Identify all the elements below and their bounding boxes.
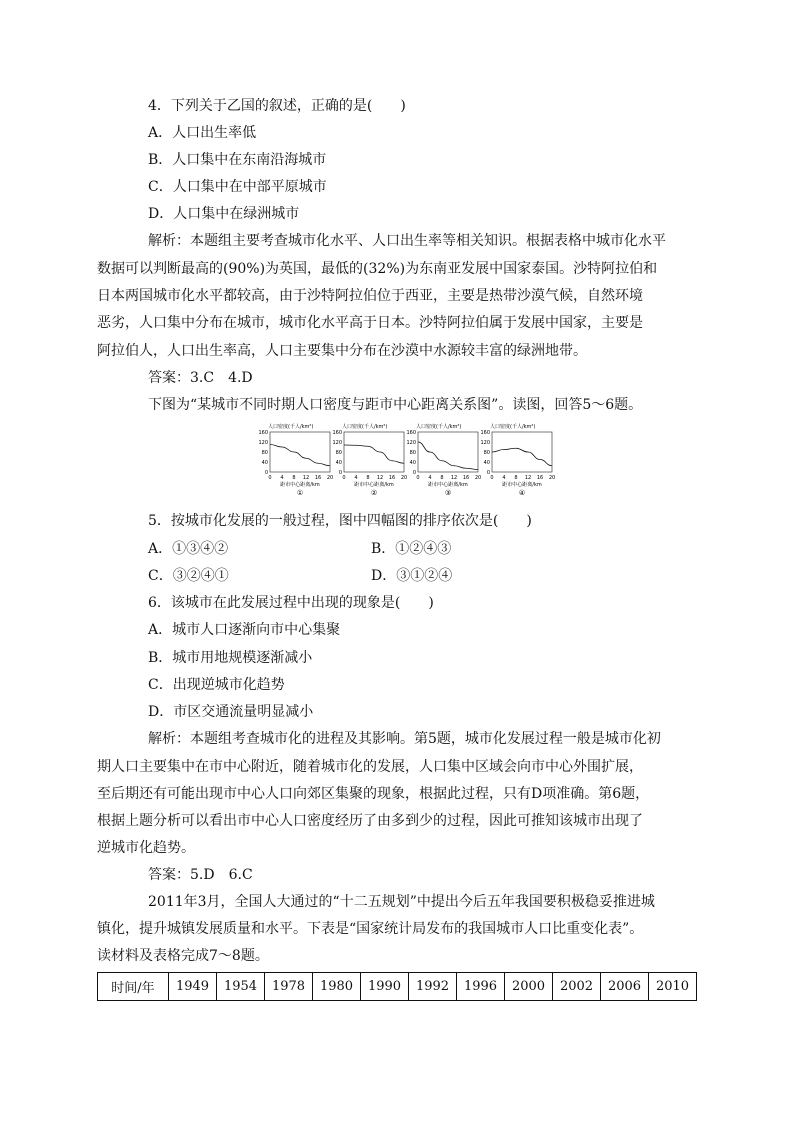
x-tick-label: 8 <box>366 475 370 481</box>
density-chart-2 <box>330 422 408 502</box>
y-tick-label: 80 <box>409 450 416 456</box>
x-tick-label: 20 <box>474 475 482 481</box>
y-tick-label: 0 <box>486 470 490 476</box>
q6-option-b: B．城市用地规模逐渐减小 <box>148 650 313 666</box>
intro-5-6: 下图为“某城市不同时期人口密度与距市中心距离关系图”。读图，回答5～6题。 <box>148 397 643 413</box>
panel-number: ③ <box>444 489 452 497</box>
q4-option-d: D．人口集中在绿洲城市 <box>148 206 300 222</box>
y-tick-label: 80 <box>261 450 268 456</box>
x-tick-label: 20 <box>400 475 408 481</box>
y-tick-label: 160 <box>258 430 268 436</box>
density-curve <box>492 448 552 466</box>
x-tick-label: 0 <box>416 475 420 481</box>
figure-group <box>256 422 556 502</box>
x-axis-title: 距市中心距离/km <box>280 482 320 488</box>
analysis2-line-3: 至后期还有可能出现市中心人口向郊区集聚的现象，根据此过程，只有D项准确。第6题， <box>97 786 650 802</box>
x-tick-label: 4 <box>428 475 432 481</box>
analysis2-line-2: 期人口主要集中在市中心附近，随着城市化的发展，人口集中区域会向市中心外围扩展， <box>97 759 643 775</box>
x-tick-label: 12 <box>376 475 384 481</box>
q5-option-c: C．③②④① <box>148 568 229 584</box>
density-curve <box>270 445 330 466</box>
plot-frame <box>418 432 478 472</box>
analysis1-line-4: 恶劣，人口集中分布在城市，城市化水平高于日本。沙特阿拉伯属于发展中国家，主要是 <box>97 315 643 331</box>
density-chart-1 <box>256 422 334 502</box>
x-tick-label: 16 <box>462 475 470 481</box>
x-tick-label: 4 <box>502 475 506 481</box>
table-year-cell: 1992 <box>409 973 457 1001</box>
plot-frame <box>270 432 330 472</box>
x-tick-label: 12 <box>524 475 532 481</box>
table-year-cell: 2006 <box>601 973 649 1001</box>
analysis2-line-1: 解析：本题组考查城市化的进程及其影响。第5题，城市化发展过程一般是城市化初 <box>148 731 661 747</box>
x-tick-label: 20 <box>548 475 556 481</box>
density-chart-4-svg <box>478 422 556 502</box>
y-tick-label: 40 <box>483 460 490 466</box>
table-year-cell: 1990 <box>361 973 409 1001</box>
x-tick-label: 0 <box>268 475 272 481</box>
y-tick-label: 120 <box>258 440 268 446</box>
q4-option-a: A．人口出生率低 <box>148 125 257 141</box>
table-header-cell: 时间/年 <box>98 973 169 1001</box>
intro78-line-1: 2011年3月，全国人大通过的“十二五规划”中提出今后五年我国要积极稳妥推进城 <box>148 894 655 910</box>
analysis1-line-1: 解析：本题组主要考查城市化水平、人口出生率等相关知识。根据表格中城市化水平 <box>148 233 666 249</box>
plot-frame <box>492 432 552 472</box>
table-row <box>98 973 697 1001</box>
density-curve <box>418 442 478 470</box>
urban-population-table <box>97 972 697 1001</box>
x-tick-label: 4 <box>354 475 358 481</box>
x-axis-title: 距市中心距离/km <box>428 482 468 488</box>
x-axis-title: 距市中心距离/km <box>354 482 394 488</box>
y-tick-label: 0 <box>412 470 416 476</box>
table-year-cell: 1996 <box>457 973 505 1001</box>
y-tick-label: 120 <box>406 440 416 446</box>
y-tick-label: 40 <box>261 460 268 466</box>
y-tick-label: 80 <box>335 450 342 456</box>
y-tick-label: 160 <box>480 430 490 436</box>
table-year-cell: 2000 <box>505 973 553 1001</box>
plot-frame <box>344 432 404 472</box>
answer-5-6: 答案：5.D 6.C <box>148 867 253 883</box>
x-tick-label: 8 <box>440 475 444 481</box>
y-tick-label: 160 <box>406 430 416 436</box>
panel-number: ④ <box>518 489 526 497</box>
y-axis-title: 人口密度(千人/km²) <box>416 424 462 430</box>
x-tick-label: 0 <box>342 475 346 481</box>
x-tick-label: 16 <box>314 475 322 481</box>
x-tick-label: 8 <box>514 475 518 481</box>
table-year-cell: 2002 <box>553 973 601 1001</box>
y-tick-label: 160 <box>332 430 342 436</box>
y-tick-label: 80 <box>483 450 490 456</box>
analysis2-line-4: 根据上题分析可以看出市中心人口密度经历了由多到少的过程，因此可推知该城市出现了 <box>97 813 643 829</box>
y-tick-label: 120 <box>332 440 342 446</box>
intro78-line-2: 镇化，提升城镇发展质量和水平。下表是“国家统计局发布的我国城市人口比重变化表”。 <box>97 921 644 937</box>
answer-3-4: 答案：3.C 4.D <box>148 370 253 386</box>
table-year-cell: 1978 <box>265 973 313 1001</box>
density-chart-3 <box>404 422 482 502</box>
question-5-stem: 5．按城市化发展的一般过程，图中四幅图的排序依次是( ) <box>148 513 532 529</box>
question-4-stem: 4．下列关于乙国的叙述，正确的是( ) <box>148 98 406 114</box>
analysis1-line-5: 阿拉伯人，人口出生率高，人口主要集中分布在沙漠中水源较丰富的绿洲地带。 <box>97 343 587 359</box>
q5-option-a: A．①③④② <box>148 541 229 557</box>
x-tick-label: 0 <box>490 475 494 481</box>
panel-number: ① <box>296 489 304 497</box>
y-tick-label: 40 <box>409 460 416 466</box>
question-6-stem: 6．该城市在此发展过程中出现的现象是( ) <box>148 595 434 611</box>
q4-option-b: B．人口集中在东南沿海城市 <box>148 152 327 168</box>
y-tick-label: 0 <box>338 470 342 476</box>
x-tick-label: 12 <box>302 475 310 481</box>
y-tick-label: 40 <box>335 460 342 466</box>
x-tick-label: 20 <box>326 475 334 481</box>
q6-option-a: A．城市人口逐渐向市中心集聚 <box>148 622 341 638</box>
density-chart-2-svg <box>330 422 408 502</box>
table-year-cell: 1949 <box>169 973 217 1001</box>
y-axis-title: 人口密度(千人/km²) <box>268 424 314 430</box>
x-tick-label: 16 <box>536 475 544 481</box>
analysis1-line-2: 数据可以判断最高的(90%)为英国，最低的(32%)为东南亚发展中国家泰国。沙特阿拉伯和 <box>97 261 658 277</box>
density-chart-4 <box>478 422 556 502</box>
y-axis-title: 人口密度(千人/km²) <box>342 424 388 430</box>
panel-number: ② <box>370 489 378 497</box>
x-axis-title: 距市中心距离/km <box>502 482 542 488</box>
q6-option-d: D．市区交通流量明显减小 <box>148 704 314 720</box>
table-year-cell: 1980 <box>313 973 361 1001</box>
x-tick-label: 16 <box>388 475 396 481</box>
x-tick-label: 12 <box>450 475 458 481</box>
q5-option-b: B．①②④③ <box>371 541 452 557</box>
analysis2-line-5: 逆城市化趋势。 <box>97 840 195 856</box>
x-tick-label: 4 <box>280 475 284 481</box>
q4-option-c: C．人口集中在中部平原城市 <box>148 179 327 195</box>
q5-option-d: D．③①②④ <box>371 568 453 584</box>
q6-option-c: C．出现逆城市化趋势 <box>148 677 285 693</box>
density-curve <box>344 445 404 463</box>
y-axis-title: 人口密度(千人/km²) <box>490 424 536 430</box>
table-year-cell: 2010 <box>649 973 697 1001</box>
density-chart-1-svg <box>256 422 334 502</box>
y-tick-label: 120 <box>480 440 490 446</box>
y-tick-label: 0 <box>264 470 268 476</box>
analysis1-line-3: 日本两国城市化水平都较高，由于沙特阿拉伯位于西亚，主要是热带沙漠气候，自然环境 <box>97 288 643 304</box>
x-tick-label: 8 <box>292 475 296 481</box>
table-year-cell: 1954 <box>217 973 265 1001</box>
density-chart-3-svg <box>404 422 482 502</box>
intro78-line-3: 读材料及表格完成7～8题。 <box>97 948 269 964</box>
